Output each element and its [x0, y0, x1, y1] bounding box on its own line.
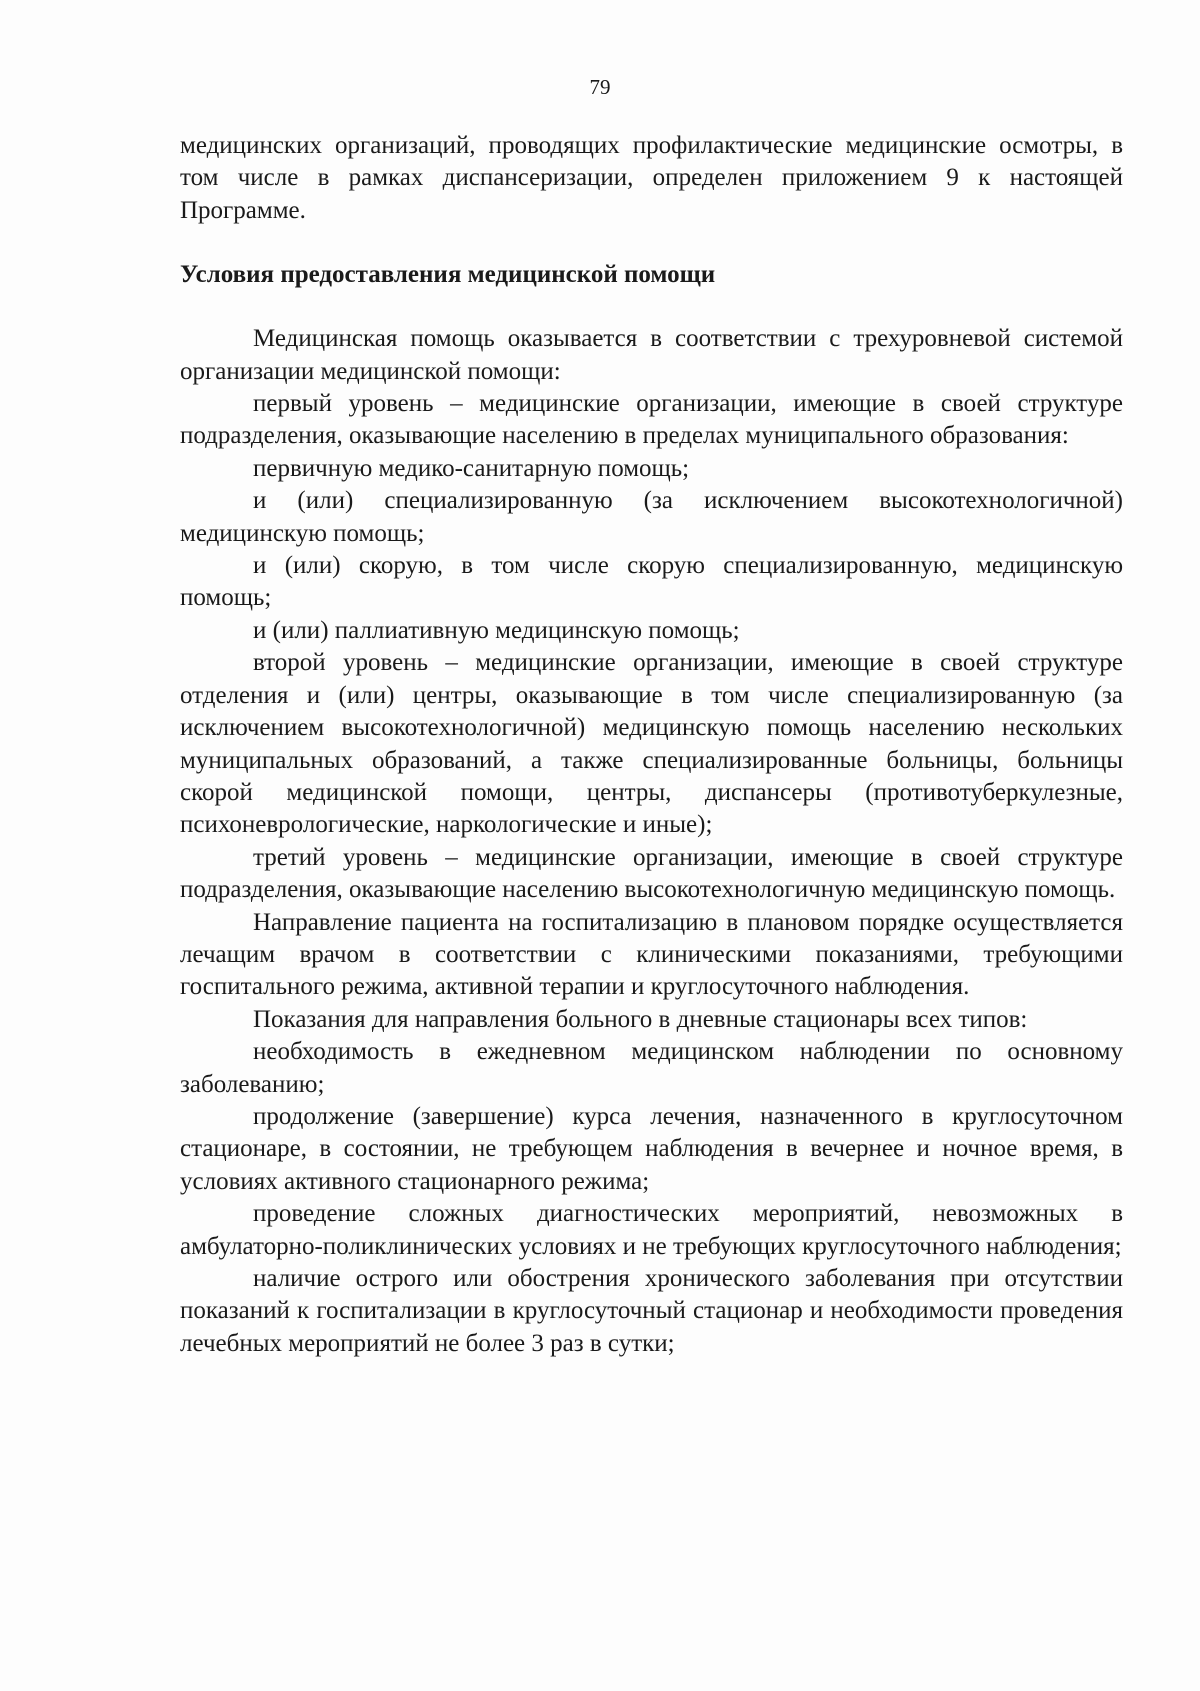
paragraph: Медицинская помощь оказывается в соответствии с трехуровневой системой организации медицинской помощи: — [180, 325, 1123, 385]
list-item: и (или) специализированную (за исключением высокотехнологичной) медицинскую помощь; — [180, 487, 1123, 547]
list-item-level-two: второй уровень – медицинские организации, имеющие в своей структуре отделения и (или) центры, оказывающие в том числе специализированную (за исключением высокотехнологичной) медицинскую помощь населению нескольких муниципальных образований, а также специализированные больницы, больницы скорой медицинской помощи, центры, диспансеры (противотуберкулезные, психоневрологические, наркологические и иные); — [180, 649, 1123, 839]
paragraph: Показания для направления больного в дневные стационары всех типов: — [253, 1005, 1028, 1033]
list-item: необходимость в ежедневном медицинском наблюдении по основному заболеванию; — [180, 1038, 1123, 1098]
paragraph: Направление пациента на госпитализацию в плановом порядке осуществляется лечащим врачом в соответствии с клиническими показаниями, требующими госпитального режима, активной терапии и круглосуточного наблюдения. — [180, 908, 1123, 1001]
list-item-level-three: третий уровень – медицинские организации, имеющие в своей структуре подразделения, оказывающие населению высокотехнологичную медицинскую помощь. — [180, 843, 1123, 904]
list-item: продолжение (завершение) курса лечения, назначенного в круглосуточном стационаре, в состоянии, не требующем наблюдения в вечернее и ночное время, в условиях активного стационарного режима; — [180, 1102, 1123, 1195]
list-item: и (или) паллиативную медицинскую помощь; — [253, 616, 740, 644]
page-number: 79 — [589, 75, 611, 99]
list-item: проведение сложных диагностических мероприятий, невозможных в амбулаторно-поликлинических условиях и не требующих круглосуточного наблюдения; — [180, 1200, 1123, 1260]
list-item: первичную медико-санитарную помощь; — [253, 454, 690, 482]
section-heading: Условия предоставления медицинской помощи — [180, 261, 716, 289]
list-item: и (или) скорую, в том числе скорую специализированную, медицинскую помощь; — [180, 552, 1123, 612]
list-item-level-one: первый уровень – медицинские организации, имеющие в своей структуре подразделения, оказывающие населению в пределах муниципального образования: — [180, 390, 1123, 450]
paragraph-continuation: медицинских организаций, проводящих профилактические медицинские осмотры, в том числе в рамках диспансеризации, определен приложением 9 к настоящей Программе. — [180, 132, 1123, 224]
list-item: наличие острого или обострения хронического заболевания при отсутствии показаний к госпитализации в круглосуточный стационар и необходимости проведения лечебных мероприятий не более 3 раз в сутки; — [180, 1265, 1123, 1357]
document-body — [180, 130, 1123, 1360]
